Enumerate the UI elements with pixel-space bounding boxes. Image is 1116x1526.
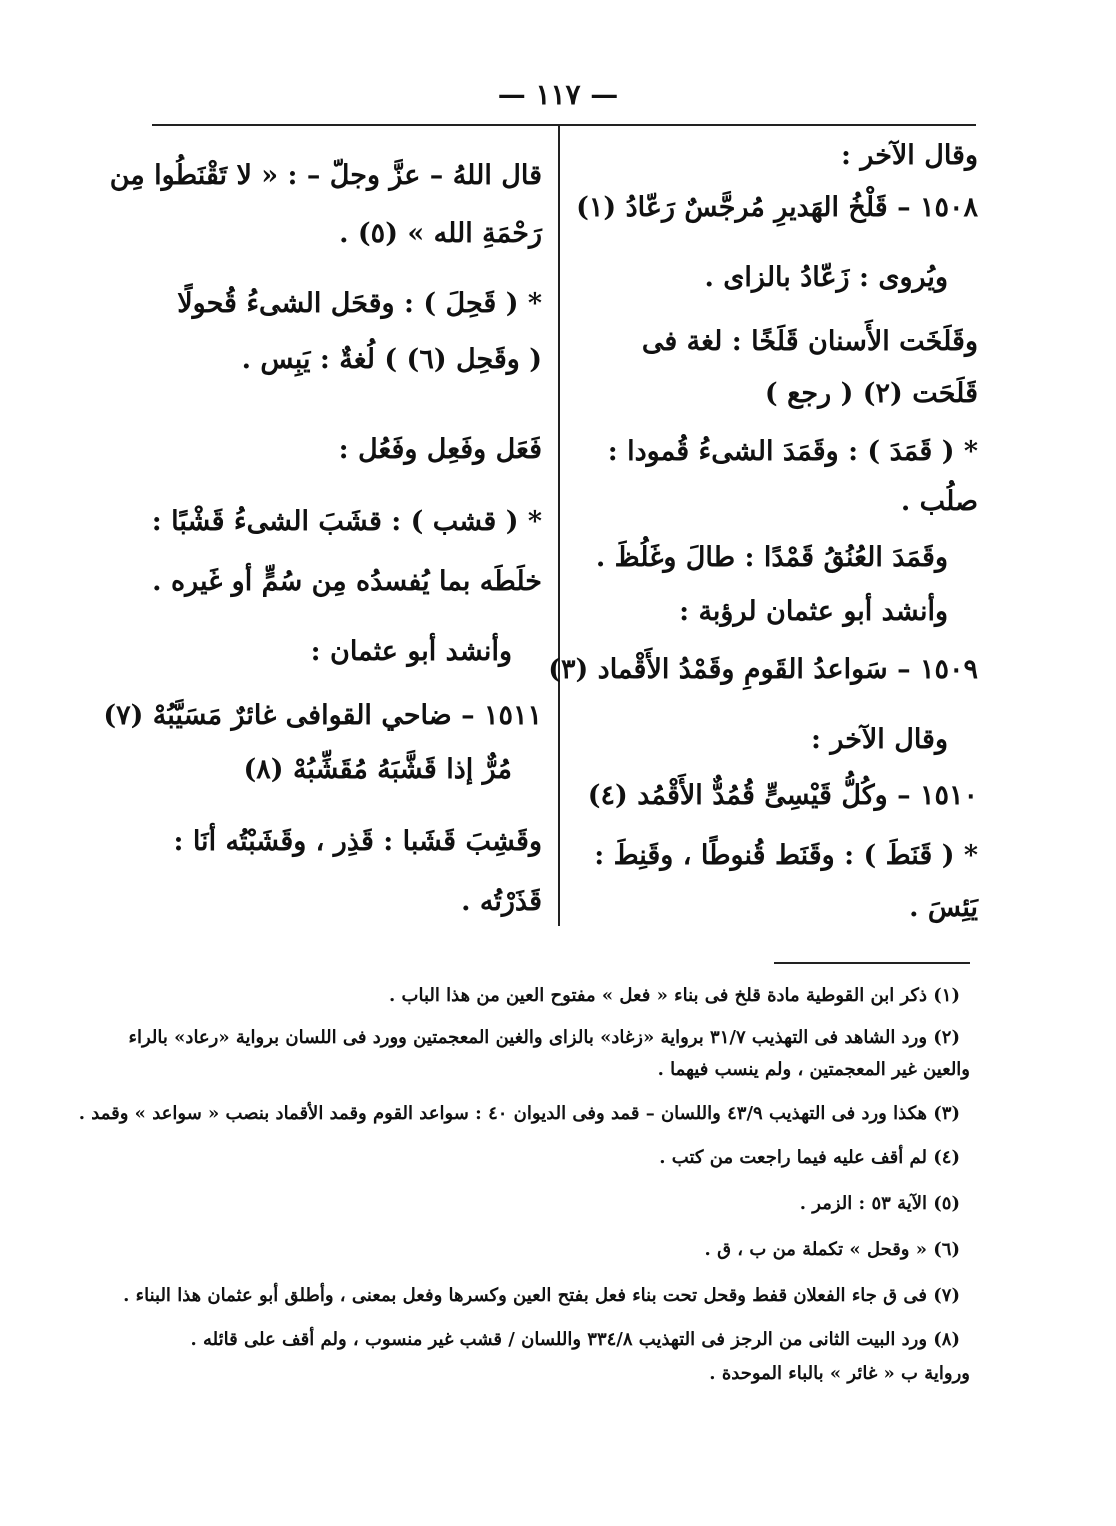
left-column-line-12: قَذَرْتُه . [461,886,542,917]
right-column-line-1: وقال الآخر : [840,140,978,171]
footnote-line-5: (٤) لم أقف عليه فيما راجعت من كتب . [659,1147,960,1168]
left-column-line-7: خلَطَه بما يُفسدُه مِن سُمٍّ أو غَيره . [152,566,542,597]
left-column-line-9: ١٥١١ – ضاحي القوافى غائرٌ مَسَيَّبُهْ (٧) [103,700,542,731]
left-column-line-5: فَعَل وفَعِل وفَعُل : [338,434,542,465]
header-rule [152,124,976,126]
right-column-line-12: ١٥١٠ – وكُلُّ قَيْسِىٍّ قُمُدٌّ الأَقْمُد (٤) [587,780,978,811]
footnote-line-7: (٦) « وقحل » تكملة من ب ، ق . [704,1239,960,1260]
right-column-line-4: وقَلَخَت الأَسنان قَلَخًا : لغة فى [641,326,978,357]
left-column-line-8: وأنشد أبو عثمان : [310,636,512,667]
right-column-line-11: وقال الآخر : [810,724,948,755]
page-number: — ١١٧ — [497,78,619,111]
left-column-line-2: رَحْمَةِ الله » (٥) . [339,218,542,249]
left-column-line-10: مُرٌّ إذا قَشَّبَهُ مُقَشِّبُهْ (٨) [243,754,512,785]
left-column-line-6: * ( قشب ) : قشَبَ الشىءُ قَشْبًا : [151,506,542,537]
footnote-line-10: ورواية ب « غائر » بالباء الموحدة . [709,1363,970,1384]
footnote-line-6: (٥) الآية ٥٣ : الزمر . [799,1193,960,1214]
right-column-line-2: ١٥٠٨ – قَلْخُ الهَديرِ مُرجَّسٌ رَعّادُ (١) [576,192,978,223]
footnote-line-2: (٢) ورد الشاهد فى التهذيب ٣١/٧ برواية «زغاد» بالزاى والغين المعجمتين وورد فى اللسان برواية «رعاد» بالراء [128,1027,960,1048]
right-column-line-7: صلُب . [900,486,978,517]
right-column-line-3: ويُروى : زَعّادُ بالزاى . [704,262,948,293]
footnote-line-1: (١) ذكر ابن القوطية مادة قلخ فى بناء « فعل » مفتوح العين من هذا الباب . [389,985,960,1006]
right-column-line-14: يَئِسَ . [909,892,978,923]
right-column-line-10: ١٥٠٩ – سَواعدُ القَومِ وقَمْدُ الأَقْماد (٣) [548,654,978,685]
footnote-rule [774,962,970,964]
footnote-line-4: (٣) هكذا ورد فى التهذيب ٤٣/٩ واللسان – قمد وفى الديوان ٤٠ : سواعد القوم وقمد الأقماد بنصب « سواعد » وقمد . [78,1103,960,1124]
left-column-line-11: وقَشِبَ قَشَبا : قَذِر ، وقَشَبْتُه أنَا : [173,826,542,857]
right-column-line-8: وقَمَدَ العُنُقُ قَمْدًا : طالَ وغَلُظَ . [595,542,948,573]
right-column-line-6: * ( قَمَدَ ) : وقَمَدَ الشىءُ قُمودا : [607,436,978,467]
footnote-line-3: والعين غير المعجمتين ، ولم ينسب فيهما . [657,1059,970,1080]
column-divider [558,124,560,926]
footnote-line-9: (٨) ورد البيت الثانى من الرجز فى التهذيب ٣٣٤/٨ واللسان / قشب غير منسوب ، ولم أقف على قائله . [190,1329,960,1350]
right-column-line-9: وأنشد أبو عثمان لرؤبة : [679,596,948,627]
left-column-line-1: قال اللهُ – عزَّ وجلّ – : « لا تَقْنَطُوا مِن [109,160,542,191]
footnote-line-8: (٧) فى ق جاء الفعلان قفط وقحل تحت بناء فعل بفتح العين وكسرها وفعل بمعنى ، وأطلق أبو عثمان هذا البناء . [123,1285,960,1306]
left-column-line-3: * ( قَحِلَ ) : وقحَل الشىءُ قُحولًا [177,288,542,319]
right-column-line-5: قَلَحَت (٢) ( رجع ) [764,378,978,409]
left-column-line-4: ( وقَحِل (٦) ) لُغةٌ : يَبِس . [241,344,542,375]
right-column-line-13: * ( قَنَطَ ) : وقَنَط قُنوطًا ، وقَنِطَ : [594,840,978,871]
